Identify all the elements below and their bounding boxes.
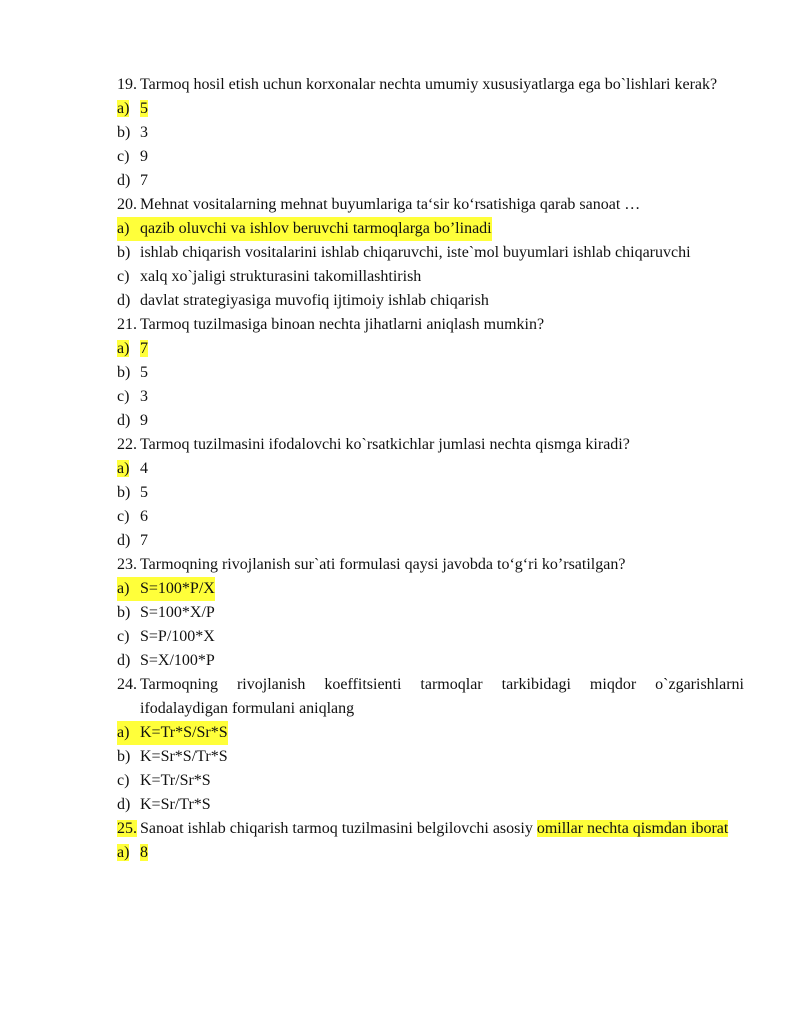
option-text: 6 [140, 508, 148, 525]
option-20-b [117, 241, 744, 265]
question-number: 20. [117, 196, 137, 213]
option-letter: d) [117, 652, 131, 669]
option-letter: c) [117, 148, 130, 165]
option-22-a [117, 457, 744, 481]
question-22 [117, 433, 744, 457]
option-19-b [117, 121, 744, 145]
option-20-c [117, 265, 744, 289]
option-24-d [117, 793, 744, 817]
question-23 [117, 553, 744, 577]
option-letter: b) [117, 244, 131, 261]
option-text: ishlab chiqarish vositalarini ishlab chiqaruvchi, iste`mol buyumlari ishlab chiqaruvchi [140, 244, 691, 261]
option-letter: b) [117, 604, 131, 621]
option-text: 7 [140, 172, 148, 189]
option-23-b [117, 601, 744, 625]
option-23-a [117, 577, 744, 601]
option-21-a [117, 337, 744, 361]
option-letter: a) [117, 580, 130, 597]
option-text: 4 [140, 460, 148, 477]
option-24-b [117, 745, 744, 769]
question-number: 24. [117, 676, 137, 693]
question-number: 19. [117, 76, 137, 93]
option-23-c [117, 625, 744, 649]
option-letter: a) [117, 844, 130, 861]
option-letter: d) [117, 172, 131, 189]
question-text-plain: Sanoat ishlab chiqarish tarmoq tuzilmasini belgilovchi asosiy [140, 820, 537, 837]
option-24-c [117, 769, 744, 793]
option-19-a [117, 97, 744, 121]
question-19 [117, 73, 744, 97]
question-25 [117, 817, 744, 841]
option-letter: d) [117, 292, 131, 309]
option-text: S=P/100*X [140, 628, 215, 645]
option-text: qazib oluvchi va ishlov beruvchi tarmoqlarga bo’linadi [140, 220, 492, 237]
option-letter: a) [117, 724, 130, 741]
option-text: S=X/100*P [140, 652, 215, 669]
option-text: 8 [140, 844, 148, 861]
question-text [140, 817, 744, 841]
option-letter: c) [117, 508, 130, 525]
option-text: K=Sr/Tr*S [140, 796, 211, 813]
option-text: K=Tr/Sr*S [140, 772, 211, 789]
option-text: 7 [140, 340, 148, 357]
option-letter: b) [117, 748, 131, 765]
option-letter: d) [117, 532, 131, 549]
question-text: Tarmoqning rivojlanish koeffitsienti tarmoqlar tarkibidagi miqdor o`zgarishlarni ifodalaydigan formulani aniqlang [140, 676, 744, 717]
option-letter: c) [117, 388, 130, 405]
option-text: 5 [140, 484, 148, 501]
question-number: 23. [117, 556, 137, 573]
option-21-b [117, 361, 744, 385]
option-22-d [117, 529, 744, 553]
option-text: K=Sr*S/Tr*S [140, 748, 228, 765]
option-19-d [117, 169, 744, 193]
option-letter: a) [117, 340, 130, 357]
question-text: Tarmoq tuzilmasini ifodalovchi ko`rsatkichlar jumlasi nechta qismga kiradi? [140, 436, 630, 453]
question-number: 22. [117, 436, 137, 453]
option-text: 5 [140, 364, 148, 381]
question-20 [117, 193, 744, 217]
option-text: 9 [140, 148, 148, 165]
option-text: K=Tr*S/Sr*S [140, 724, 228, 741]
option-letter: a) [117, 100, 130, 117]
option-letter: a) [117, 220, 130, 237]
option-text: 3 [140, 124, 148, 141]
question-text: Tarmoq hosil etish uchun korxonalar nechta umumiy xususiyatlarga ega bo`lishlari kerak? [140, 76, 718, 93]
option-21-c [117, 385, 744, 409]
option-text: S=100*P/X [140, 580, 215, 597]
option-letter: c) [117, 628, 130, 645]
option-letter: c) [117, 772, 130, 789]
option-22-b [117, 481, 744, 505]
option-text: davlat strategiyasiga muvofiq ijtimoiy ishlab chiqarish [140, 292, 489, 309]
question-21 [117, 313, 744, 337]
option-20-d [117, 289, 744, 313]
option-text: 3 [140, 388, 148, 405]
question-text: Tarmoq tuzilmasiga binoan nechta jihatlarni aniqlash mumkin? [140, 316, 545, 333]
option-letter: a) [117, 460, 130, 477]
option-20-a [117, 217, 744, 241]
question-24 [117, 673, 744, 721]
option-text: xalq xo`jaligi strukturasini takomillashtirish [140, 268, 422, 285]
option-letter: b) [117, 124, 131, 141]
option-24-a [117, 721, 744, 745]
question-text-highlight: omillar nechta qismdan iborat [536, 820, 729, 837]
option-text: S=100*X/P [140, 604, 215, 621]
option-letter: b) [117, 364, 131, 381]
question-text: Tarmoqning rivojlanish sur`ati formulasi qaysi javobda to‘g‘ri ko’rsatilgan? [140, 556, 626, 573]
option-letter: b) [117, 484, 131, 501]
option-25-a [117, 841, 744, 865]
option-text: 9 [140, 412, 148, 429]
question-text: Mehnat vositalarning mehnat buyumlariga ta‘sir ko‘rsatishiga qarab sanoat … [140, 196, 641, 213]
option-text: 5 [140, 100, 148, 117]
question-number: 25. [117, 820, 137, 837]
option-letter: d) [117, 412, 131, 429]
option-21-d [117, 409, 744, 433]
option-text: 7 [140, 532, 148, 549]
question-number: 21. [117, 316, 137, 333]
option-letter: d) [117, 796, 131, 813]
option-letter: c) [117, 268, 130, 285]
option-19-c [117, 145, 744, 169]
option-22-c [117, 505, 744, 529]
option-23-d [117, 649, 744, 673]
